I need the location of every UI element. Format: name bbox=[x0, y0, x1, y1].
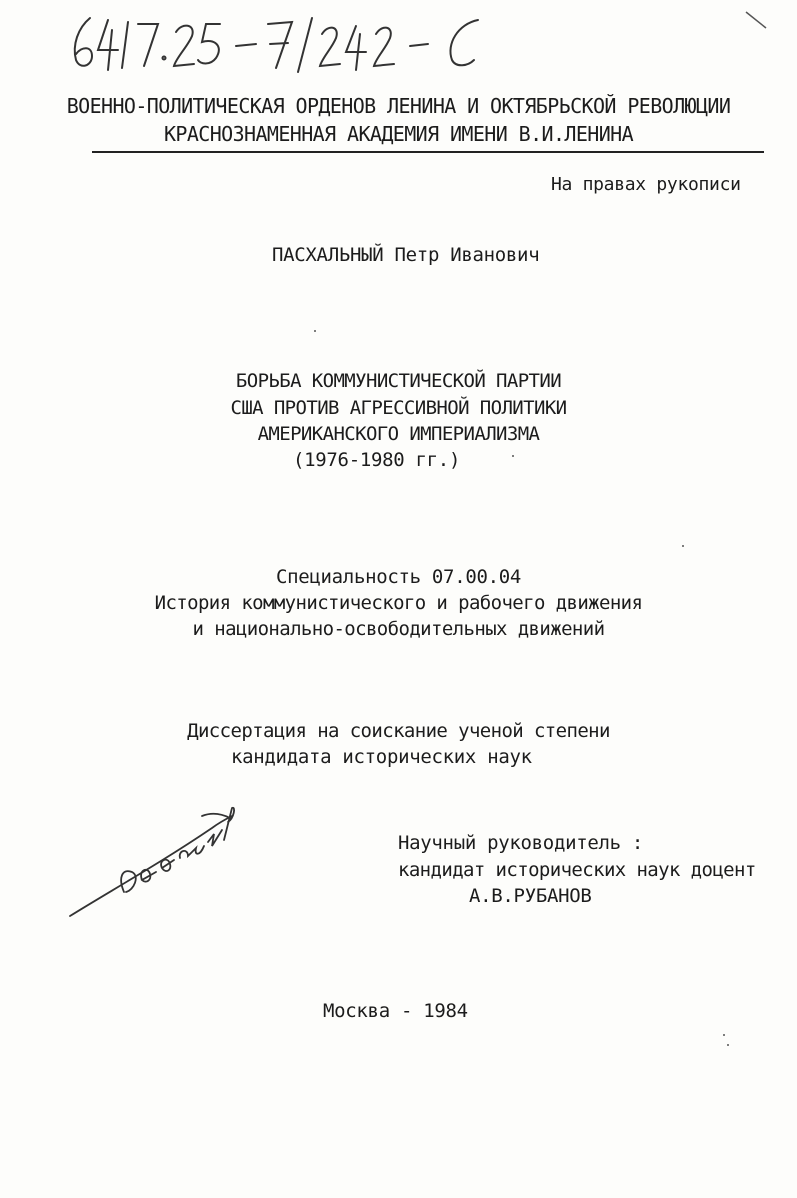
supervisor-label: Научный руководитель : bbox=[398, 832, 644, 854]
speck bbox=[723, 1034, 725, 1036]
institution-line-2: КРАСНОЗНАМЕННАЯ АКАДЕМИЯ ИМЕНИ В.И.ЛЕНИНА bbox=[163, 122, 634, 146]
speck bbox=[512, 455, 514, 457]
speck bbox=[314, 330, 316, 332]
dissertation-line-1: Диссертация на соискание ученой степени bbox=[187, 720, 610, 742]
header-divider bbox=[92, 151, 764, 153]
title-line-3: АМЕРИКАНСКОГО ИМПЕРИАЛИЗМА bbox=[257, 423, 540, 445]
manuscript-rights-label: На правах рукописи bbox=[551, 174, 741, 195]
specialty-line-3: и национально-освободительных движений bbox=[192, 618, 605, 640]
specialty-code: Специальность 07.00.04 bbox=[275, 566, 522, 588]
supervisor-degree: кандидат исторических наук доцент bbox=[398, 859, 756, 881]
handwritten-archive-code bbox=[60, 10, 500, 80]
institution-line-1: ВОЕННО-ПОЛИТИЧЕСКАЯ ОРДЕНОВ ЛЕНИНА И ОКТЯБРЬСКОЙ РЕВОЛЮЦИИ bbox=[66, 94, 731, 118]
author-signature bbox=[62, 806, 242, 926]
specialty-line-2: История коммунистического и рабочего движения bbox=[154, 592, 643, 614]
dissertation-line-2: кандидата исторических наук bbox=[231, 746, 532, 768]
speck bbox=[682, 545, 684, 547]
place-year: Москва - 1984 bbox=[323, 1000, 468, 1022]
corner-mark bbox=[742, 8, 772, 38]
title-years: (1976-1980 гг.) bbox=[293, 449, 461, 471]
supervisor-name: А.В.РУБАНОВ bbox=[469, 885, 592, 907]
title-line-2: США ПРОТИВ АГРЕССИВНОЙ ПОЛИТИКИ bbox=[230, 397, 567, 419]
author-name: ПАСХАЛЬНЫЙ Петр Иванович bbox=[272, 244, 540, 266]
title-line-1: БОРЬБА КОММУНИСТИЧЕСКОЙ ПАРТИИ bbox=[235, 370, 562, 392]
speck bbox=[727, 1044, 729, 1046]
